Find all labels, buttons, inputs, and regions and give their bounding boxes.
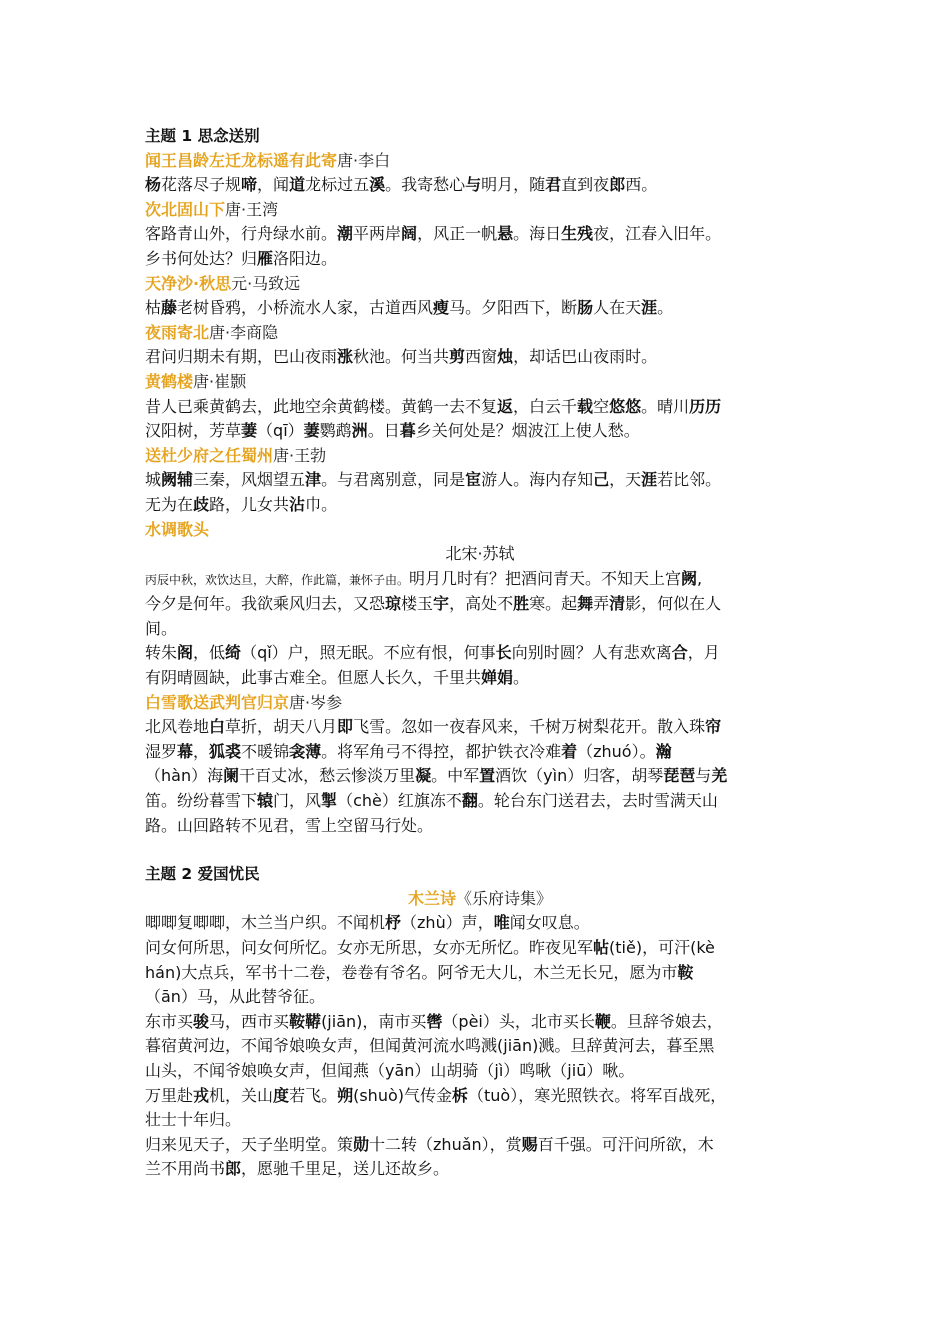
text-segment: 闻女叹息。 <box>509 913 590 933</box>
key-character: 歧 <box>193 494 210 514</box>
text-segment: ，低 <box>193 643 226 663</box>
key-character: 唯 <box>493 913 510 933</box>
key-character: 宇 <box>433 594 450 614</box>
key-character: 宦 <box>465 470 482 490</box>
key-character: 生残 <box>561 224 594 244</box>
poem-author: 唐·岑参 <box>289 692 343 712</box>
key-character: 绮 <box>225 643 242 663</box>
key-character: 阔 <box>401 224 418 244</box>
key-character: 历历 <box>689 396 722 416</box>
key-character: 鞍鞯 <box>289 1011 322 1031</box>
text-segment: 。与君离别意，同是 <box>321 470 466 490</box>
key-character: 舞 <box>577 594 594 614</box>
text-segment: （hàn）海 <box>145 766 224 786</box>
text-segment: 空 <box>593 396 610 416</box>
text-segment: 暮宿黄河边，不闻爷娘唤女声，但闻黄河流水鸣溅(jiān)溅。旦辞黄河去，暮至黑 <box>145 1036 715 1056</box>
key-character: 烛 <box>497 347 514 367</box>
key-character: 羌 <box>711 766 728 786</box>
key-character: 幕 <box>177 741 194 761</box>
key-character: 赐 <box>521 1134 538 1154</box>
text-segment: 鹦鹉 <box>319 421 352 441</box>
key-character: 君 <box>545 175 562 195</box>
key-character: 长 <box>495 643 512 663</box>
text-segment: 若飞。 <box>289 1085 338 1105</box>
text-segment: 楼玉 <box>401 594 434 614</box>
text-segment: 城 <box>145 470 162 490</box>
text-segment: 壮士十年归。 <box>145 1110 242 1130</box>
key-character: 度 <box>273 1085 290 1105</box>
text-segment: 枯 <box>145 298 162 318</box>
text-segment: （pèi）头，北市买长 <box>442 1011 595 1031</box>
poem-line <box>145 740 815 765</box>
poem-title-line <box>145 370 815 395</box>
text-segment: （tuò），寒光照铁衣。将军百战死， <box>468 1085 727 1105</box>
key-character: 置 <box>479 766 496 786</box>
key-character: 鞭 <box>594 1011 611 1031</box>
key-character: 涯 <box>641 470 658 490</box>
poem-line <box>145 1084 815 1109</box>
poem-author: 唐·李白 <box>337 150 391 170</box>
text-segment: 。旦辞爷娘去， <box>610 1011 723 1031</box>
text-segment: ，高处不 <box>449 594 514 614</box>
key-character: 洲 <box>351 421 368 441</box>
key-character: 萋 <box>241 421 258 441</box>
key-character: 阙 <box>681 568 698 588</box>
text-segment: 飞雪。忽如一夜春风来，千树万树梨花开。散入珠 <box>353 717 706 737</box>
key-character: 雁 <box>257 248 274 268</box>
poem-line <box>145 1059 815 1084</box>
text-segment: 君问归期未有期，巴山夜雨 <box>145 347 338 367</box>
key-character: 郎 <box>609 175 626 195</box>
text-segment: 东市买 <box>145 1011 194 1031</box>
poem-line <box>145 617 815 642</box>
poem-title-line <box>145 321 815 346</box>
text-segment: 直到夜 <box>561 175 610 195</box>
key-character: 己 <box>593 470 610 490</box>
poem-title: 木兰诗 <box>407 888 456 908</box>
text-segment: 兰不用尚书 <box>145 1159 226 1179</box>
text-segment: 湿罗 <box>145 741 178 761</box>
text-segment: 夜，江春入旧年。 <box>593 224 722 244</box>
key-character: 胜 <box>513 594 530 614</box>
key-character: 载 <box>577 396 594 416</box>
text-segment: 唧唧复唧唧，木兰当户织。不闻机 <box>145 913 386 933</box>
key-character: 悠悠 <box>609 396 642 416</box>
poem-author: 唐·李商隐 <box>209 322 279 342</box>
preface-text: 丙辰中秋，欢饮达旦，大醉，作此篇，兼怀子由。 <box>145 572 410 587</box>
text-segment: 明月，随 <box>481 175 546 195</box>
text-segment: 十二转（zhuǎn），赏 <box>369 1134 522 1154</box>
text-segment: 。晴川 <box>641 396 690 416</box>
text-segment: （ān）马，从此替爷征。 <box>145 987 325 1007</box>
text-segment: 巾。 <box>305 494 338 514</box>
text-segment: (jiān)，南市买 <box>321 1011 427 1031</box>
key-character: 藤 <box>161 298 178 318</box>
poem-title-line <box>145 444 815 469</box>
key-character: 帘 <box>705 717 722 737</box>
key-character: 剪 <box>449 347 466 367</box>
poem-author: 唐·崔颢 <box>193 371 247 391</box>
text-segment: 路，儿女共 <box>209 494 290 514</box>
text-segment: 。海日 <box>513 224 562 244</box>
text-segment: ，却话巴山夜雨时。 <box>513 347 658 367</box>
poem-line <box>145 641 815 666</box>
text-segment: 机，关山 <box>209 1085 274 1105</box>
text-segment: 间。 <box>145 618 178 638</box>
poem-line <box>145 1108 815 1133</box>
text-segment: 向别时圆？人有悲欢离 <box>511 643 672 663</box>
poem-title: 次北固山下 <box>145 199 226 219</box>
poem-line <box>145 911 815 936</box>
text-segment: 。轮台东门送君去，去时雪满天山 <box>477 791 718 811</box>
poem-author: 《乐府诗集》 <box>456 888 553 908</box>
text-segment: 酒饮（yìn）归客，胡琴 <box>495 766 664 786</box>
text-segment: hán)大点兵，军书十二卷，卷卷有爷名。阿爷无大儿，木兰无长兄，愿为市 <box>145 962 678 982</box>
text-segment: 。将军角弓不得控，都护铁衣冷难 <box>321 741 562 761</box>
text-segment: 马，西市买 <box>209 1011 290 1031</box>
key-character: 琼 <box>385 594 402 614</box>
text-segment: 昔人已乘黄鹤去，此地空余黄鹤楼。黄鹤一去不复 <box>145 396 498 416</box>
key-character: 戎 <box>193 1085 210 1105</box>
key-character: 帖 <box>593 938 610 957</box>
text-segment: 笛。纷纷暮雪下 <box>145 791 258 811</box>
text-segment: 百千强。可汗问所欲，木 <box>537 1134 714 1154</box>
key-character: 涨 <box>337 347 354 367</box>
poem-line <box>145 395 815 420</box>
key-character: 道 <box>289 175 306 195</box>
poem-title-line <box>145 149 815 174</box>
text-segment: 转朱 <box>145 643 178 663</box>
poem-line <box>145 419 815 444</box>
key-character: 朔 <box>337 1085 354 1105</box>
key-character: 涯 <box>641 298 658 318</box>
poem-line <box>145 1034 815 1059</box>
poem-title-line <box>145 691 815 716</box>
text-segment: 万里赴 <box>145 1085 194 1105</box>
text-segment: 今夕是何年。我欲乘风归去，又恐 <box>145 594 386 614</box>
poem-line <box>145 814 815 839</box>
key-character: 清 <box>609 594 626 614</box>
text-segment: 。我寄愁心 <box>385 175 466 195</box>
poem-line <box>145 985 815 1010</box>
key-character: 即 <box>337 717 354 737</box>
poem-title-line <box>145 887 815 912</box>
text-segment: 。中军 <box>431 766 480 786</box>
text-segment: ，闻 <box>257 175 290 195</box>
text-segment: 老树昏鸦，小桥流水人家，古道西风 <box>177 298 434 318</box>
key-character: 柝 <box>452 1085 469 1105</box>
key-character: 阙辅 <box>161 470 194 490</box>
key-character: 返 <box>497 396 514 416</box>
text-segment: 平两岸 <box>353 224 402 244</box>
text-segment: 无为在 <box>145 494 194 514</box>
poem-line <box>145 173 815 198</box>
text-segment: 干百丈冰，愁云惨淡万里 <box>239 766 416 786</box>
poem-line <box>145 567 815 593</box>
poem-title-line <box>145 518 815 543</box>
text-segment: ，愿驰千里足，送儿还故乡。 <box>241 1159 450 1179</box>
poem-title: 天净沙·秋思 <box>145 273 232 293</box>
poem-title: 水调歌头 <box>145 519 210 539</box>
key-character: 阁 <box>177 643 194 663</box>
text-segment: 乡书何处达？归 <box>145 248 258 268</box>
poem-line <box>145 468 815 493</box>
poem-line <box>145 493 815 518</box>
text-segment: 问女何所思，问女何所忆。女亦无所思，女亦无所忆。昨夜见军 <box>145 938 594 957</box>
poem-line <box>145 1010 815 1035</box>
poem-title: 黄鹤楼 <box>145 371 194 391</box>
text-segment: ，白云千 <box>513 396 578 416</box>
document-page <box>145 124 815 1182</box>
key-character: 瀚 <box>655 741 672 761</box>
text-segment: （zhuó）。 <box>577 741 656 761</box>
key-character: 辔 <box>426 1011 443 1031</box>
poem-line <box>145 936 815 961</box>
key-character: 狐裘 <box>209 741 242 761</box>
poem-title: 闻王昌龄左迁龙标遥有此寄 <box>145 150 338 170</box>
key-character: 沾 <box>289 494 306 514</box>
text-segment: 门，风 <box>273 791 322 811</box>
text-segment: 客路青山外，行舟绿水前。 <box>145 224 338 244</box>
key-character: 衾薄 <box>289 741 322 761</box>
text-segment: , <box>697 568 703 588</box>
key-character: 溪 <box>369 175 386 195</box>
key-character: 啼 <box>241 175 258 195</box>
text-segment: 影，何似在人 <box>625 594 722 614</box>
text-segment: ，风正一帆 <box>417 224 498 244</box>
poem-title: 白雪歌送武判官归京 <box>145 692 290 712</box>
text-segment: 人在天 <box>593 298 642 318</box>
key-character: 与 <box>465 175 482 195</box>
key-character: 瘦 <box>433 298 450 318</box>
key-character: 琵琶 <box>663 766 696 786</box>
key-character: 鞍 <box>677 962 694 982</box>
key-character: 婵娟 <box>481 668 514 688</box>
text-segment: 洛阳边。 <box>273 248 338 268</box>
text-segment: ，月 <box>687 643 720 663</box>
text-segment: 龙标过五 <box>305 175 370 195</box>
text-segment: 马。夕阳西下，断 <box>449 298 578 318</box>
poem-line <box>145 222 815 247</box>
text-segment: 寒。起 <box>529 594 578 614</box>
text-segment: 。 <box>513 668 530 688</box>
text-segment: （chè）红旗冻不 <box>337 791 462 811</box>
key-character: 津 <box>305 470 322 490</box>
text-segment: 不暖锦 <box>241 741 290 761</box>
key-character: 白 <box>209 717 226 737</box>
text-segment: 汉阳树，芳草 <box>145 421 242 441</box>
text-segment: 山头，不闻爷娘唤女声，但闻燕（yān）山胡骑（jì）鸣啾（jiū）啾。 <box>145 1060 635 1080</box>
text-segment: ，天 <box>609 470 642 490</box>
poem-line <box>145 789 815 814</box>
key-character: 翻 <box>461 791 478 811</box>
key-character: 郎 <box>225 1159 242 1179</box>
key-character: 勋 <box>353 1134 370 1154</box>
text-segment: 游人。海内存知 <box>481 470 594 490</box>
section-gap <box>145 838 815 862</box>
text-segment: （qǐ）户，照无眠。不应有恨，何事 <box>241 643 496 663</box>
key-character: 悬 <box>497 224 514 244</box>
poem-line <box>145 715 815 740</box>
text-segment: 花落尽子规 <box>161 175 242 195</box>
text-segment: 秋池。何当共 <box>353 347 450 367</box>
key-character: 掣 <box>321 791 338 811</box>
text-segment: 。 <box>657 298 674 318</box>
key-character: 杼 <box>385 913 402 933</box>
text-segment: 有阴晴圆缺，此事古难全。但愿人长久，千里共 <box>145 668 482 688</box>
text-segment: 归来见天子，天子坐明堂。策 <box>145 1134 354 1154</box>
key-character: 着 <box>561 741 578 761</box>
poem-line <box>145 345 815 370</box>
poem-line <box>145 764 815 789</box>
text-segment: 与 <box>695 766 712 786</box>
key-character: 杨 <box>145 175 162 195</box>
key-character: 凝 <box>415 766 432 786</box>
poem-line <box>145 592 815 617</box>
key-character: 暮 <box>399 421 416 441</box>
text-segment: （qī） <box>257 421 304 441</box>
section-heading: 主题 1 思念送别 <box>145 127 260 145</box>
key-character: 阑 <box>223 766 240 786</box>
poem-title: 夜雨寄北 <box>145 322 210 342</box>
text-segment: 乡关何处是？烟波江上使人愁。 <box>415 421 640 441</box>
poem-line <box>145 666 815 691</box>
poem-title-line <box>145 198 815 223</box>
text-segment: (tiě)，可汗(kè <box>609 938 715 957</box>
poem-line <box>145 1133 815 1158</box>
key-character: 骏 <box>193 1011 210 1031</box>
poem-title: 送杜少府之任蜀州 <box>145 445 274 465</box>
key-character: 潮 <box>337 224 354 244</box>
poem-author: 唐·王湾 <box>225 199 279 219</box>
poem-line <box>145 1157 815 1182</box>
text-segment: 路。山回路转不见君，雪上空留马行处。 <box>145 815 434 835</box>
text-segment: 草折，胡天八月 <box>225 717 338 737</box>
section-heading: 主题 2 爱国忧民 <box>145 865 260 884</box>
key-character: 萋 <box>303 421 320 441</box>
poem-author: 元·马致远 <box>231 273 301 293</box>
text-segment: 北风卷地 <box>145 717 210 737</box>
key-character: 辕 <box>257 791 274 811</box>
text-segment: 明月几时有？把酒问青天。不知天上宫 <box>409 568 682 588</box>
text-segment: ， <box>193 741 210 761</box>
text-segment: 。日 <box>367 421 400 441</box>
text-segment: 西窗 <box>465 347 498 367</box>
poem-line <box>145 961 815 986</box>
poem-byline: 北宋·苏轼 <box>445 544 515 564</box>
key-character: 合 <box>671 643 688 663</box>
text-segment: （zhù）声， <box>401 913 494 933</box>
text-segment: 若比邻。 <box>657 470 722 490</box>
poem-title-line <box>145 272 815 297</box>
poem-author: 唐·王勃 <box>273 445 327 465</box>
text-segment: 弄 <box>593 594 610 614</box>
key-character: 肠 <box>577 298 594 318</box>
text-segment: (shuò)气传金 <box>353 1085 452 1105</box>
poem-line <box>145 296 815 321</box>
text-segment: 西。 <box>625 175 658 195</box>
text-segment: 三秦，风烟望五 <box>193 470 306 490</box>
poem-line <box>145 247 815 272</box>
